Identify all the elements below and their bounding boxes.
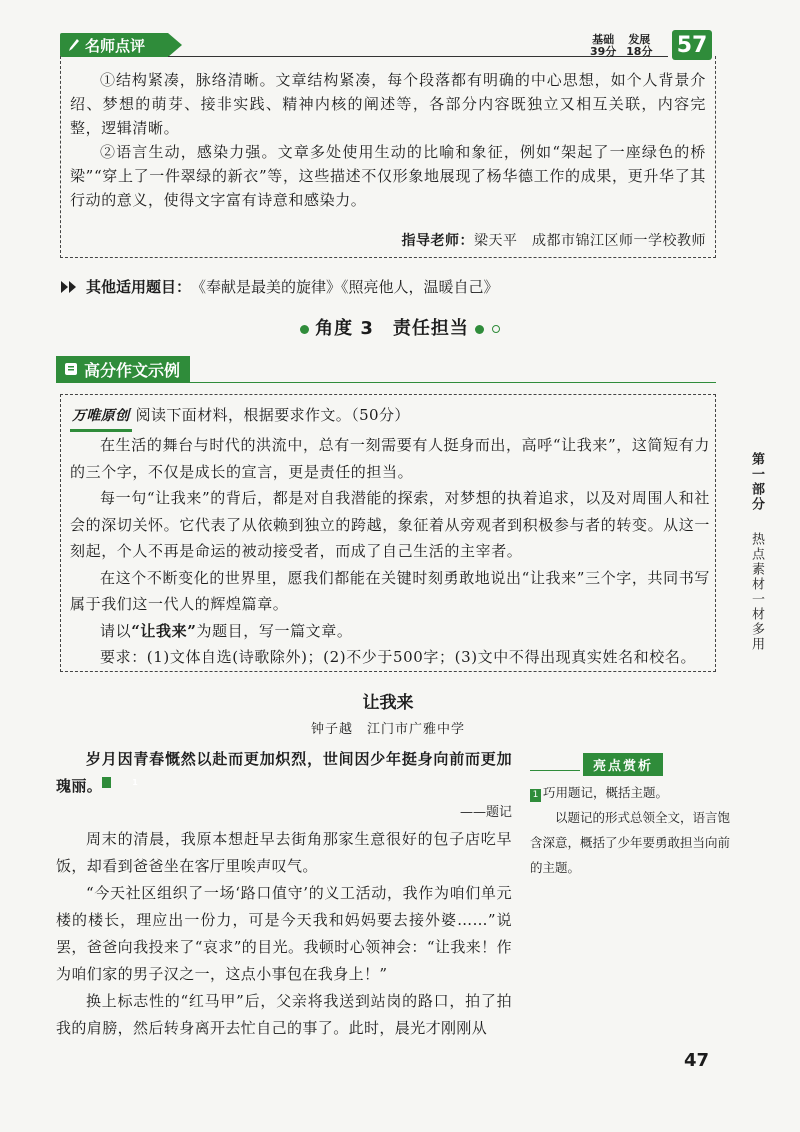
epigraph-sign: ——题记 — [459, 805, 512, 820]
mentor-label: 指导老师： — [401, 233, 474, 249]
highlight-body: 以题记的形式总领全文，语言饱含深意，概括了少年要勇敢担当向前的主题。 — [530, 810, 731, 875]
essay-paragraph-3: 换上标志性的“红马甲”后，父亲将我送到站岗的路口，拍了拍我的肩膀，然后转身离开去忙自己的事了。此时，晨光才刚刚从 — [56, 992, 512, 1037]
essay-byline: 钟子越 江门市广雅中学 — [310, 722, 465, 737]
section-side-tab — [740, 452, 764, 652]
mentor-name: 梁天平 成都市锦江区师一学校教师 — [474, 233, 706, 249]
score-breakdown — [590, 34, 658, 58]
score-development: 发展 18分 — [626, 33, 653, 58]
sample-essay-tag — [56, 356, 190, 382]
side-tab-part: 第一部分 — [749, 452, 764, 512]
comment-body — [70, 68, 706, 212]
sample-essay-label: 高分作文示例 — [84, 360, 181, 380]
prompt-instruction-line — [70, 402, 710, 432]
comment-paragraph-1: ①结构紧凑，脉络清晰。文章结构紧凑，每个段落都有明确的中心思想，如个人背景介绍、梦想的萌芽、接非实践、精神内核的阐述等，各部分内容既独立又相互关联，内容完整，逻辑清晰。 — [70, 71, 706, 137]
highlight-tag: 亮点赏析 — [583, 753, 663, 776]
essay-title: 让我来 — [362, 693, 414, 713]
prompt-paragraph-2: 每一句“让我来”的背后，都是对自我潜能的探索，对梦想的执着追求，以及对周围人和社会的深切关怀。它代表了从依赖到独立的跨越，象征着从旁观者到积极参与者的转变。从这一刻起，个人不再是命运的被动接受者，而成了自己生活的主宰者。 — [70, 489, 710, 560]
prompt-body — [70, 402, 710, 671]
essay-body — [56, 746, 512, 1042]
other-topics-titles: 《奉献是最美的旋律》《照亮他人，温暖自己》 — [191, 278, 499, 296]
highlight-number: 1 — [530, 789, 541, 802]
angle-heading — [0, 314, 800, 340]
original-badge: 万唯原创 — [70, 403, 132, 432]
mentor-line — [70, 230, 706, 250]
essay-paragraph-2: “今天社区组织了一场‘路口值守’的义工活动，我作为咱们单元楼的楼长，理应出一份力，可是今天我和妈妈要去接外婆……”说罢，爸爸向我投来了“哀求”的目光。我顿时心领神会：“让我来！作为咱们家的男子汉之一，这点小事包在我身上！” — [56, 884, 512, 983]
side-tab-desc: 热点素材一材多用 — [749, 532, 764, 653]
score-basic: 基础 39分 — [590, 33, 617, 58]
teacher-comment-label: 名师点评 — [85, 36, 146, 55]
note-marker: 1 — [102, 777, 111, 788]
bullet-dot-icon — [300, 325, 309, 334]
essay-epigraph: 岁月因青春慨然以赴而更加炽烈，世间因少年挺身向前而更加瑰丽。 1 — [56, 750, 512, 795]
highlight-divider — [530, 770, 580, 771]
highlight-note — [530, 780, 730, 880]
prompt-instruction: 阅读下面材料，根据要求作文。（50分） — [135, 406, 410, 424]
prompt-paragraph-1: 在生活的舞台与时代的洪流中，总有一刻需要有人挺身而出，高呼“让我来”，这简短有力的三个字，不仅是成长的宣言，更是责任的担当。 — [70, 436, 710, 481]
comment-paragraph-2: ②语言生动，感染力强。文章多处使用生动的比喻和象征，例如“架起了一座绿色的桥梁”“穿上了一件翠绿的新衣”等，这些描述不仅形象地展现了杨华德工作的成果，更升华了其行动的意义，使得文字富有诗意和感染力。 — [70, 143, 706, 209]
other-topics-label: 其他适用题目： — [86, 278, 192, 296]
bullet-ring-icon — [492, 325, 500, 333]
angle-title: 角度 3 责任担当 — [315, 318, 469, 339]
sample-divider — [56, 382, 716, 383]
highlight-heading: 1 巧用题记，概括主题。 — [530, 780, 730, 805]
page-number: 47 — [684, 1050, 710, 1071]
prompt-requirements: 要求：(1)文体自选(诗歌除外)；(2)不少于500字；(3)文中不得出现真实姓名和校名。 — [100, 648, 697, 666]
document-icon — [64, 362, 78, 376]
bullet-dot-icon — [475, 325, 484, 334]
double-arrow-icon — [60, 279, 80, 295]
pen-icon — [68, 38, 80, 52]
prompt-paragraph-3: 在这个不断变化的世界里，愿我们都能在关键时刻勇敢地说出“让我来”三个字，共同书写属于我们这一代人的辉煌篇章。 — [70, 568, 710, 613]
teacher-comment-tag — [60, 33, 168, 57]
prompt-task: 请以“让我来”为题目，写一篇文章。 — [100, 621, 353, 640]
essay-paragraph-1: 周末的清晨，我原本想赶早去街角那家生意很好的包子店吃早饭，却看到爸爸坐在客厅里唉声叹气。 — [56, 830, 512, 875]
other-topics — [60, 276, 499, 297]
total-score-badge: 57 — [672, 30, 712, 60]
